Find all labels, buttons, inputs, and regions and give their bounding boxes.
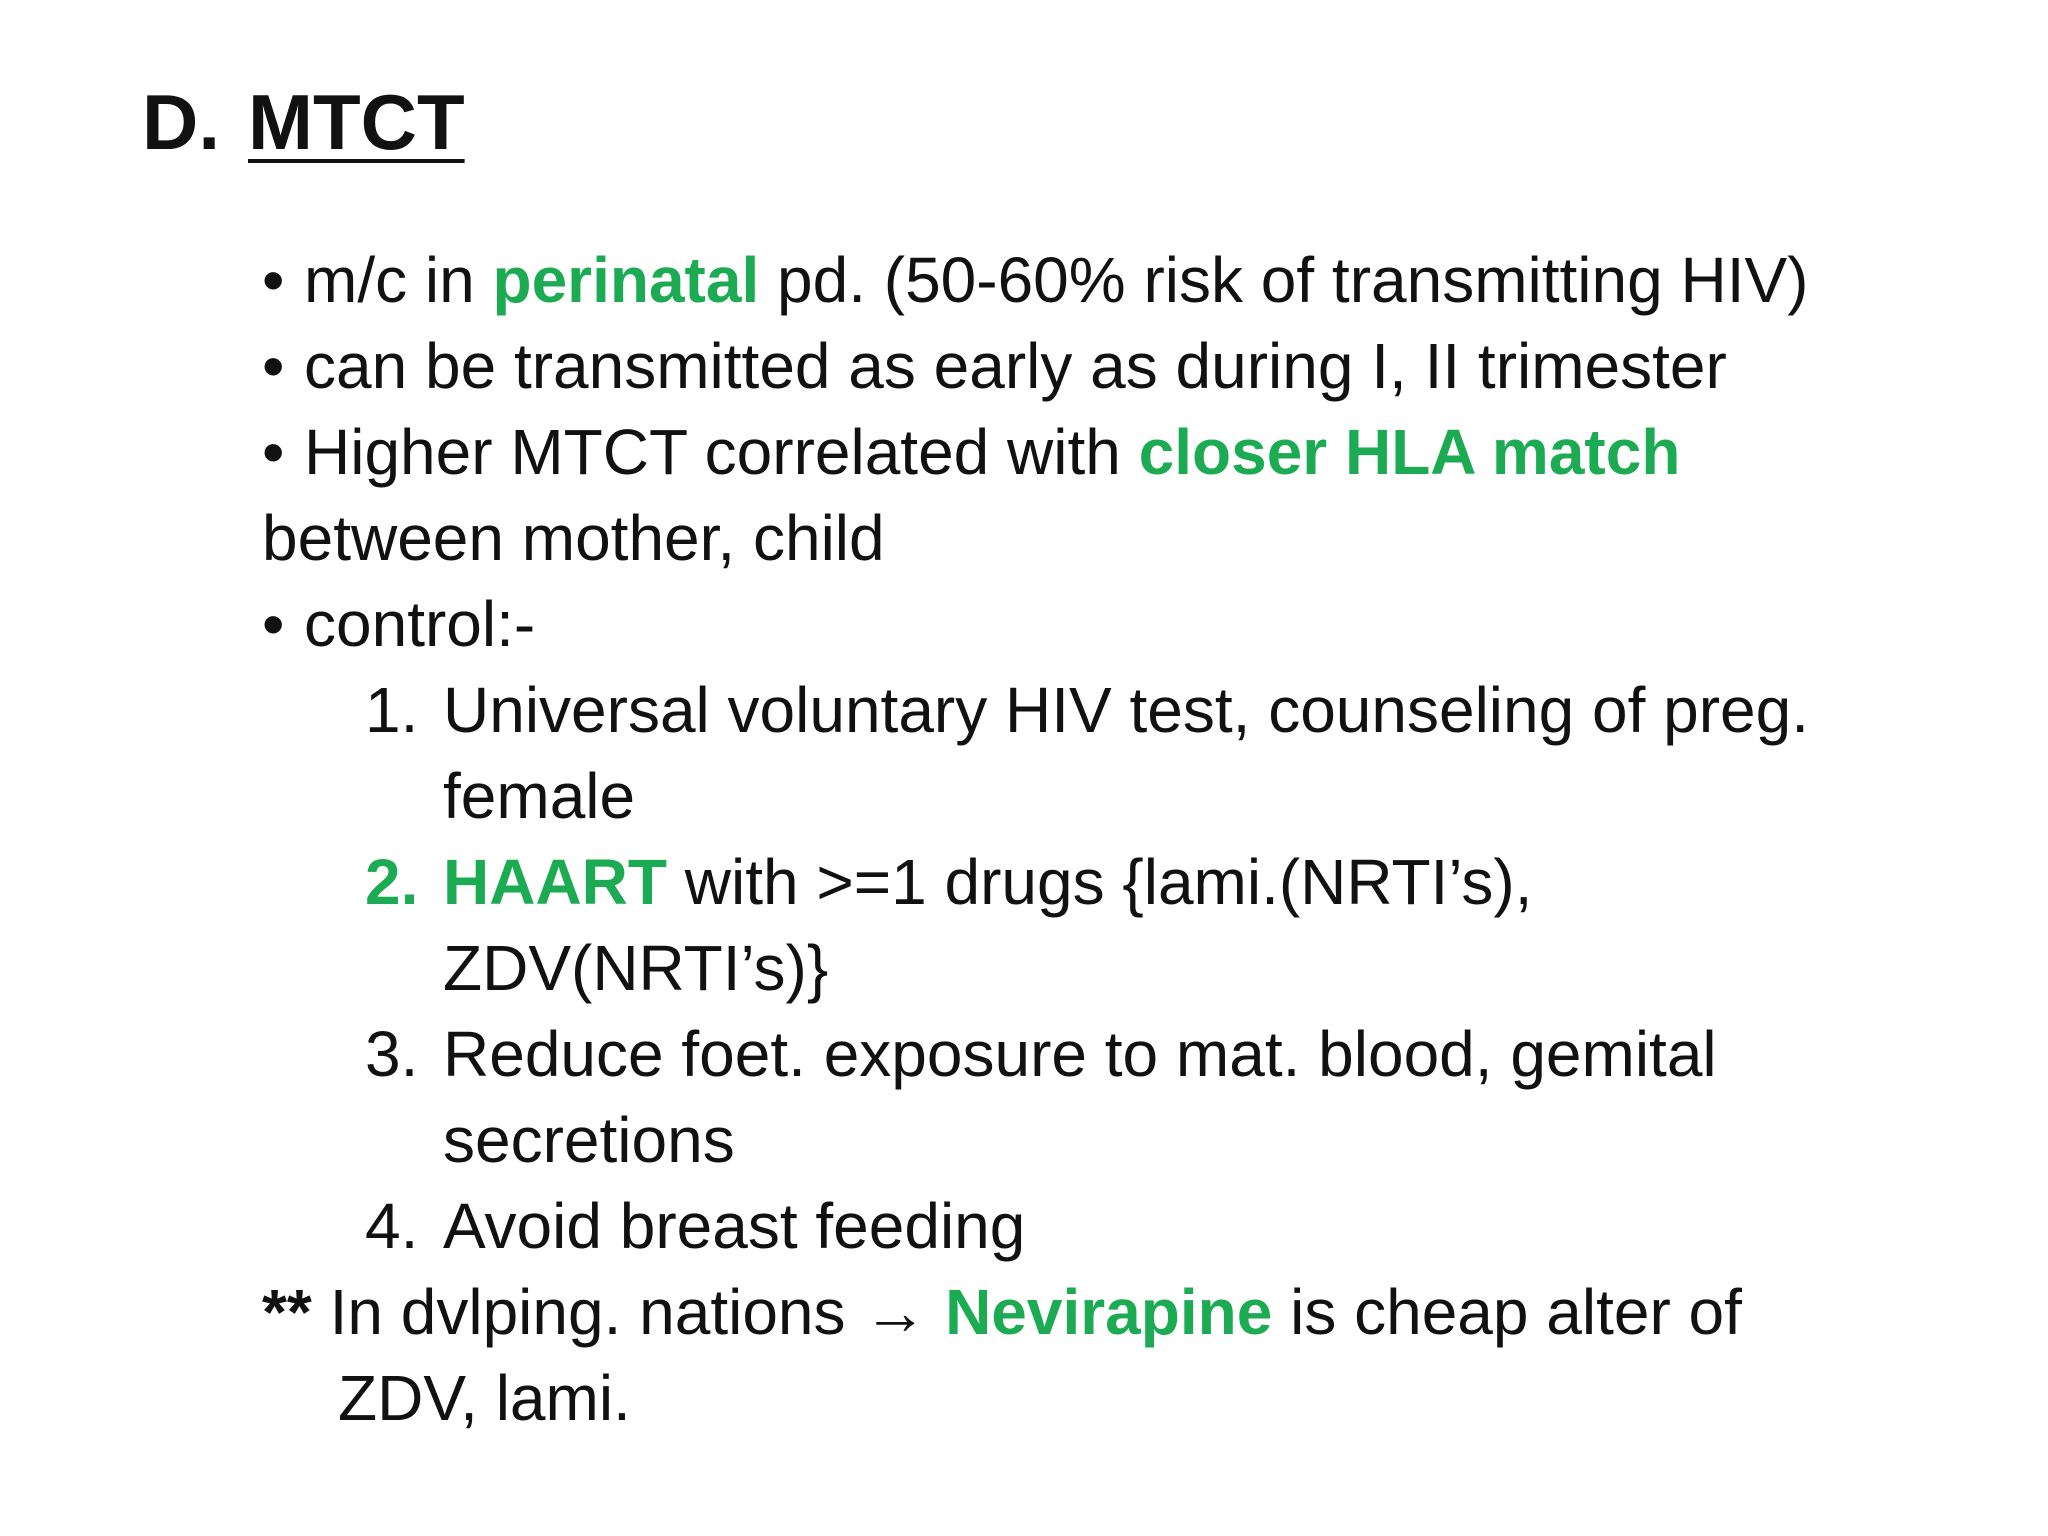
bullet-marker: • — [262, 588, 285, 660]
title-main: MTCT — [248, 78, 465, 166]
note-continuation — [338, 1355, 631, 1441]
control-item-1-continuation — [443, 753, 635, 839]
note-text: ZDV, lami. — [338, 1362, 631, 1434]
list-number: 1. — [365, 674, 419, 746]
note-line — [262, 1269, 1742, 1355]
list-text: secretions — [443, 1104, 735, 1176]
highlight-perinatal: perinatal — [492, 244, 760, 316]
control-item-2-continuation — [443, 925, 828, 1011]
note-text: is cheap alter of — [1272, 1276, 1742, 1348]
list-text: female — [443, 760, 636, 832]
note-text: In dvlping. nations — [311, 1276, 864, 1348]
bullet-control — [262, 581, 535, 667]
control-item-3 — [365, 1011, 1717, 1097]
bullet-text: pd. (50-60% risk of transmitting HIV) — [759, 244, 1809, 316]
bullet-text: m/c in — [304, 244, 493, 316]
bullet-hla — [262, 409, 1680, 495]
bullet-text: Higher MTCT correlated with — [304, 416, 1139, 488]
bullet-marker: • — [262, 330, 285, 402]
control-item-2 — [365, 839, 1532, 925]
control-item-3-continuation — [443, 1097, 735, 1183]
highlight-haart: HAART — [443, 846, 667, 918]
bullet-trimester — [262, 323, 1727, 409]
title-prefix: D. — [142, 78, 220, 166]
bullet-text: between mother, child — [262, 502, 885, 574]
list-number: 4. — [365, 1190, 419, 1262]
control-item-1 — [365, 667, 1809, 753]
list-number: 2. — [365, 846, 419, 918]
list-text: Reduce foet. exposure to mat. blood, gemital — [443, 1018, 1717, 1090]
bullet-hla-continuation — [262, 495, 885, 581]
note-stars: ** — [262, 1276, 312, 1348]
bullet-text: control:- — [304, 588, 536, 660]
control-item-4 — [365, 1183, 1025, 1269]
list-text: ZDV(NRTI’s)} — [443, 932, 829, 1004]
slide-title — [142, 72, 465, 172]
bullet-marker: • — [262, 416, 285, 488]
list-number: 3. — [365, 1018, 419, 1090]
highlight-nevirapine: Nevirapine — [945, 1276, 1273, 1348]
arrow-right-icon: → — [863, 1276, 928, 1348]
bullet-marker: • — [262, 244, 285, 316]
bullet-text: can be transmitted as early as during I, II trimester — [304, 330, 1727, 402]
list-text: Universal voluntary HIV test, counseling of preg. — [443, 674, 1809, 746]
bullet-perinatal — [262, 237, 1808, 323]
highlight-hla: closer HLA match — [1138, 416, 1681, 488]
list-text: Avoid breast feeding — [443, 1190, 1026, 1262]
list-text: with >=1 drugs {lami.(NRTI’s), — [666, 846, 1533, 918]
